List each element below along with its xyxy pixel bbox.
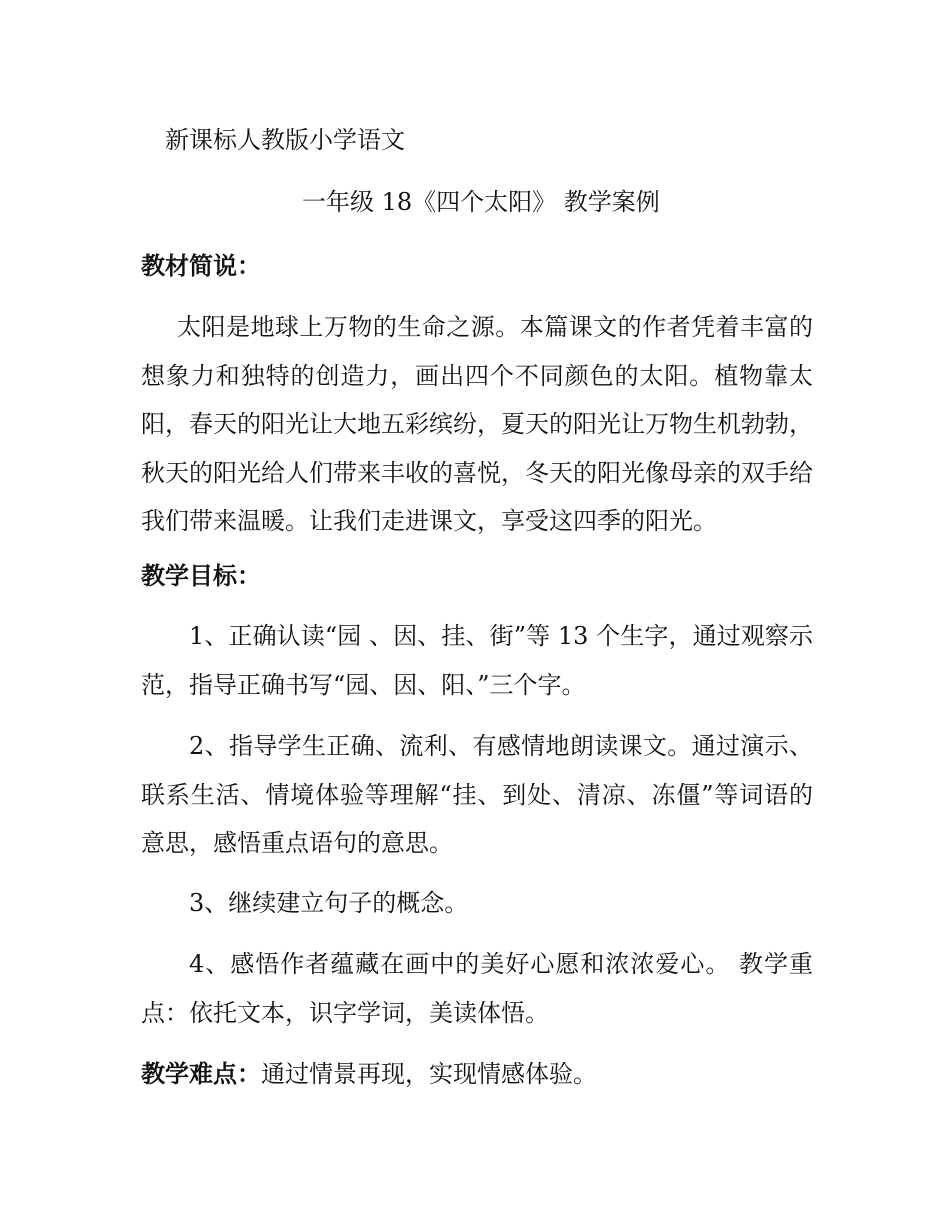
materials-paragraph: 太阳是地球上万物的生命之源。本篇课文的作者凭着丰富的想象力和独特的创造力，画出四个不同颜色的太阳。植物靠太阳，春天的阳光让大地五彩缤纷，夏天的阳光让万物生机勃勃，秋天的阳光给人们带来丰收的喜悦，冬天的阳光像母亲的双手给我们带来温暖。让我们走进课文，享受这四季的阳光。 <box>141 313 813 535</box>
document-title: 一年级 18《四个太阳》 教学案例 <box>302 188 660 216</box>
goal-item-1: 1、正确认读“园 、因、挂、街”等 13 个生字，通过观察示范，指导正确书写“园、因、阳、”三个字。 <box>141 622 813 699</box>
document-header-line: 新课标人教版小学语文 <box>165 126 405 154</box>
difficulty-text: 通过情景再现，实现情感体验。 <box>261 1060 597 1088</box>
goals-heading: 教学目标： <box>141 561 261 590</box>
materials-heading: 教材简说： <box>141 251 261 280</box>
difficulty-heading: 教学难点： <box>141 1059 261 1088</box>
difficulty-line <box>141 1059 597 1088</box>
goal-item-3: 3、继续建立句子的概念。 <box>189 889 469 917</box>
goal-item-4: 4、感悟作者蕴藏在画中的美好心愿和浓浓爱心。 教学重点：依托文本，识字学词，美读体悟。 <box>141 950 813 1027</box>
goal-item-2: 2、指导学生正确、流利、有感情地朗读课文。通过演示、联系生活、情境体验等理解“挂、到处、清凉、冻僵”等词语的意思，感悟重点语句的意思。 <box>141 732 813 857</box>
